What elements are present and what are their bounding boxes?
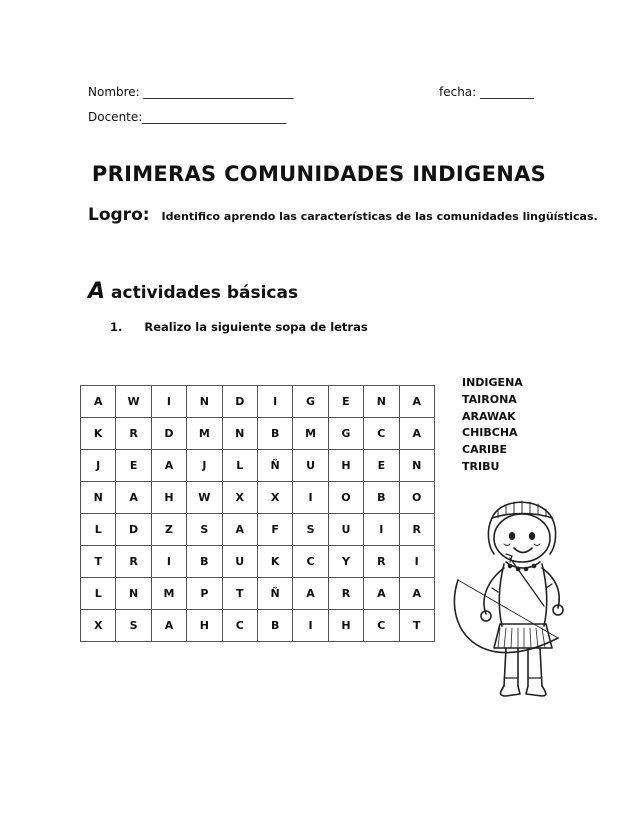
grid-cell: S bbox=[116, 610, 151, 642]
grid-cell: M bbox=[151, 578, 186, 610]
grid-cell: C bbox=[364, 610, 399, 642]
grid-cell: N bbox=[81, 482, 116, 514]
grid-cell: C bbox=[222, 610, 257, 642]
grid-cell: O bbox=[328, 482, 363, 514]
word-list-item: INDIGENA bbox=[462, 376, 523, 389]
grid-cell: W bbox=[116, 386, 151, 418]
grid-cell: I bbox=[151, 546, 186, 578]
grid-cell: A bbox=[151, 450, 186, 482]
instruction-text: Realizo la siguiente sopa de letras bbox=[144, 320, 368, 334]
grid-cell: M bbox=[293, 418, 328, 450]
grid-row bbox=[81, 482, 435, 514]
grid-cell: D bbox=[151, 418, 186, 450]
word-list-item: TAIRONA bbox=[462, 392, 517, 406]
section-letter: A bbox=[88, 279, 106, 304]
grid-cell: S bbox=[187, 514, 222, 546]
grid-cell: S bbox=[293, 514, 328, 546]
grid-cell: R bbox=[399, 514, 434, 546]
grid-cell: E bbox=[328, 386, 363, 418]
grid-cell: X bbox=[222, 482, 257, 514]
grid-cell: Y bbox=[328, 546, 363, 578]
grid-cell: N bbox=[364, 386, 399, 418]
grid-cell: B bbox=[257, 610, 292, 642]
grid-cell: T bbox=[399, 610, 434, 642]
grid-cell: B bbox=[187, 546, 222, 578]
page-title: PRIMERAS COMUNIDADES INDIGENAS bbox=[91, 162, 547, 186]
grid-cell: T bbox=[222, 578, 257, 610]
grid-cell: L bbox=[222, 450, 257, 482]
word-search-grid bbox=[80, 385, 435, 642]
fecha-field: fecha: _________ bbox=[439, 85, 535, 99]
section-title: actividades básicas bbox=[111, 283, 299, 303]
grid-cell: R bbox=[116, 418, 151, 450]
grid-cell: U bbox=[328, 514, 363, 546]
grid-cell: C bbox=[364, 418, 399, 450]
word-list bbox=[462, 375, 523, 476]
grid-cell: E bbox=[364, 450, 399, 482]
grid-cell: A bbox=[116, 482, 151, 514]
word-list-item: CHIBCHA bbox=[462, 426, 518, 440]
grid-cell: A bbox=[222, 514, 257, 546]
logro-text: Identifico aprendo las características de las comunidades lingüísticas. bbox=[161, 210, 598, 223]
grid-cell: N bbox=[222, 418, 257, 450]
grid-cell: Ñ bbox=[257, 450, 292, 482]
grid-cell: H bbox=[328, 610, 363, 642]
grid-cell: G bbox=[328, 418, 363, 450]
grid-cell: K bbox=[81, 418, 116, 450]
grid-cell: R bbox=[116, 546, 151, 578]
grid-cell: D bbox=[116, 514, 151, 546]
grid-cell: R bbox=[328, 578, 363, 610]
grid-row bbox=[81, 418, 435, 450]
grid-cell: E bbox=[116, 450, 151, 482]
grid-cell: Ñ bbox=[257, 578, 292, 610]
grid-cell: W bbox=[187, 482, 222, 514]
grid-cell: N bbox=[116, 578, 151, 610]
instruction-number: 1. bbox=[110, 320, 123, 334]
grid-cell: A bbox=[293, 578, 328, 610]
grid-cell: I bbox=[293, 482, 328, 514]
grid-cell: I bbox=[151, 386, 186, 418]
grid-row bbox=[81, 546, 435, 578]
grid-cell: F bbox=[257, 514, 292, 546]
instruction-item bbox=[110, 320, 368, 334]
grid-cell: Z bbox=[151, 514, 186, 546]
grid-cell: L bbox=[81, 578, 116, 610]
grid-row bbox=[81, 578, 435, 610]
grid-cell: P bbox=[187, 578, 222, 610]
grid-cell: O bbox=[399, 482, 434, 514]
nombre-field: Nombre: _________________________ bbox=[88, 85, 294, 99]
grid-cell: H bbox=[151, 482, 186, 514]
grid-cell: M bbox=[187, 418, 222, 450]
grid-cell: A bbox=[81, 386, 116, 418]
logro-label: Logro: bbox=[88, 205, 150, 225]
grid-cell: J bbox=[81, 450, 116, 482]
grid-cell: R bbox=[364, 546, 399, 578]
docente-field: Docente:________________________ bbox=[88, 110, 287, 124]
grid-cell: H bbox=[187, 610, 222, 642]
grid-cell: X bbox=[81, 610, 116, 642]
grid-cell: U bbox=[222, 546, 257, 578]
word-list-item: TRIBU bbox=[462, 459, 500, 473]
grid-cell: C bbox=[293, 546, 328, 578]
grid-cell: G bbox=[293, 386, 328, 418]
word-list-item: ARAWAK bbox=[462, 409, 516, 423]
section-heading bbox=[88, 279, 298, 304]
grid-cell: I bbox=[293, 610, 328, 642]
grid-cell: I bbox=[399, 546, 434, 578]
grid-cell: X bbox=[257, 482, 292, 514]
grid-cell: D bbox=[222, 386, 257, 418]
grid-cell: U bbox=[293, 450, 328, 482]
grid-cell: N bbox=[399, 450, 434, 482]
grid-cell: I bbox=[257, 386, 292, 418]
grid-cell: K bbox=[257, 546, 292, 578]
grid-row bbox=[81, 610, 435, 642]
grid-cell: A bbox=[364, 578, 399, 610]
logro-line bbox=[88, 205, 598, 225]
grid-row bbox=[81, 450, 435, 482]
grid-cell: L bbox=[81, 514, 116, 546]
grid-cell: A bbox=[399, 418, 434, 450]
grid-cell: A bbox=[399, 386, 434, 418]
grid-cell: B bbox=[257, 418, 292, 450]
grid-cell: A bbox=[151, 610, 186, 642]
grid-cell: A bbox=[399, 578, 434, 610]
grid-row bbox=[81, 514, 435, 546]
grid-cell: I bbox=[364, 514, 399, 546]
word-list-item: CARIBE bbox=[462, 443, 508, 457]
grid-cell: T bbox=[81, 546, 116, 578]
grid-cell: B bbox=[364, 482, 399, 514]
grid-cell: N bbox=[187, 386, 222, 418]
indigenous-child-with-bow-illustration bbox=[440, 488, 590, 714]
grid-cell: H bbox=[328, 450, 363, 482]
grid-row bbox=[81, 386, 435, 418]
grid-cell: J bbox=[187, 450, 222, 482]
